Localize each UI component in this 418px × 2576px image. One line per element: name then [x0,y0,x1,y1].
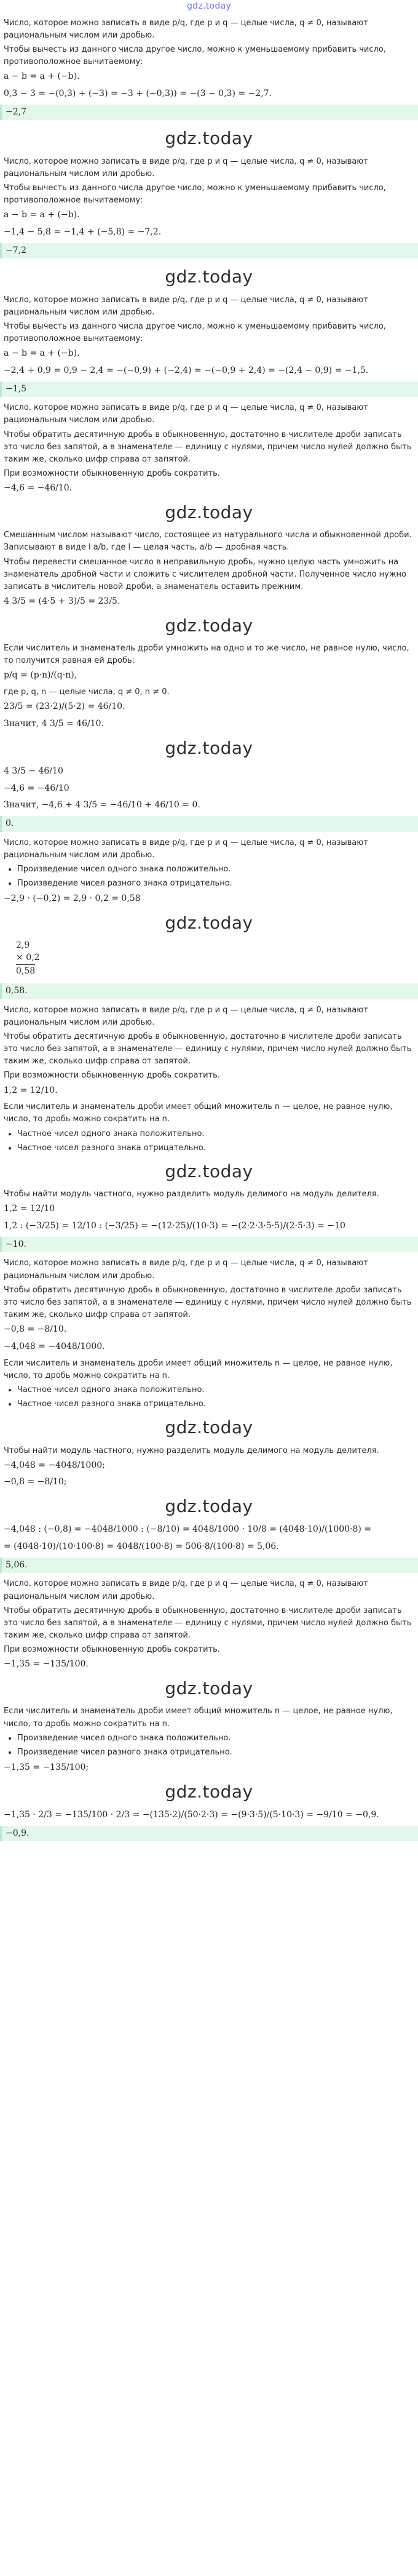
watermark: gdz.today [165,1678,253,1698]
paragraph: Число, которое можно записать в виде p/q, где p и q — целые числа, q ≠ 0, называют рациональным числом или дробью. [4,1258,368,1281]
paragraph: Число, которое можно записать в виде p/q, где p и q — целые числа, q ≠ 0, называют рациональным числом или дробью. [4,838,368,860]
formula: a − b = a + (−b). [4,71,80,82]
paragraph: Смешанным числом называют число, состоящее из натурального числа и обыкновенной дроби. Записывают в виде l a/b, где l — целая часть, a/b — дробная часть. [4,530,412,553]
formula: −4,6 = −46/10. [4,483,73,494]
paragraph: Чтобы вычесть из данного числа другое число, можно к уменьшаемому прибавить число, противоположное вычитаемому: [4,183,386,206]
list-item: • Произведение чисел разного знака отрицательно. [17,878,414,890]
column-result: 0,58 [16,964,35,978]
paragraph: Число, которое можно записать в виде p/q, где p и q — целые числа, q ≠ 0, называют рациональным числом или дробью. [4,18,368,40]
watermark: gdz.today [165,615,253,636]
formula: −2,4 + 0,9 = 0,9 − 2,4 = −(−0,9) + (−2,4) = −(−0,9 + 2,4) = −(2,4 − 0,9) = −1,5. [4,365,369,375]
paragraph: где p, q, n — целые числа, q ≠ 0, n ≠ 0. [4,687,170,697]
formula: Значит, −4,6 + 4 3/5 = −46/10 + 46/10 = 0. [4,800,200,810]
paragraph: Чтобы вычесть из данного числа другое число, можно к уменьшаемому прибавить число, противоположное вычитаемому: [4,44,386,67]
site-logo[interactable]: gdz.today [186,1,232,11]
formula: 4 3/5 − 46/10 [4,766,63,776]
formula: −4,048 = −4048/1000. [4,1341,105,1351]
list-item: • Частное чисел одного знака положительно. [17,1128,414,1140]
formula: −0,8 = −8/10; [4,1477,67,1487]
paragraph: Чтобы обратить десятичную дробь в обыкновенную, достаточно в числителе дроби записать это число без запятой, а в знаменателе — единицу с нулями, причем число нулей должно быть таким же, сколько цифр справа от запятой. [4,430,412,464]
watermark: gdz.today [165,266,253,287]
formula: 4 3/5 = (4·5 + 3)/5 = 23/5. [4,596,120,606]
paragraph: Чтобы обратить десятичную дробь в обыкновенную, достаточно в числителе дроби записать это число без запятой, а в знаменателе — единицу с нулями, причем число нулей должно быть таким же, сколько цифр справа от запятой. [4,1606,412,1641]
watermark: gdz.today [165,1161,253,1182]
formula: = (4048·10)/(10·100·8) = 4048/(100·8) = 506·8/(100·8) = 5,06. [4,1542,279,1552]
formula: 0,3 − 3 = −(0,3) + (−3) = −3 + (−0,3)) = −(3 − 0,3) = −2,7. [4,88,272,98]
solution-block-6 [4,1004,414,1253]
list-item: • Частное чисел разного знака отрицательно. [17,1398,414,1410]
solution-block-2 [4,156,414,259]
paragraph: Число, которое можно записать в виде p/q, где p и q — целые числа, q ≠ 0, называют рациональным числом или дробью. [4,1005,368,1027]
answer-highlight: −10. [0,1237,418,1253]
solution-block-8 [4,1578,414,1841]
answer-highlight: −2,7 [0,105,418,121]
list-item: • Произведение чисел разного знака отрицательно. [17,1746,414,1759]
paragraph: Если числитель и знаменатель дроби имеет общий множитель n — целое, не равное нулю, число, то дробь можно сократить на n. [4,1706,393,1729]
rule-list [4,863,414,890]
formula: −1,35 · 2/3 = −135/100 · 2/3 = −(135·2)/(50·2·3) = −(9·3·5)/(5·10·3) = −9/10 = −0,9. [4,1810,379,1820]
rule-list [4,1732,414,1759]
paragraph: Чтобы найти модуль частного, нужно разделить модуль делимого на модуль делителя. [4,1190,379,1199]
formula: 23/5 = (23·2)/(5·2) = 46/10. [4,702,125,712]
paragraph: Если числитель и знаменатель дроби умножить на одно и то же число, не равное нулю, число, то получится равная ей дробь: [4,644,409,666]
formula: −1,4 − 5,8 = −1,4 + (−5,8) = −7,2. [4,226,162,237]
formula: 1,2 = 12/10 [4,1204,55,1214]
solution-block-4 [4,402,414,831]
formula: p/q = (p·n)/(q·n), [4,670,77,681]
answer-highlight: 5,06. [0,1558,418,1574]
answer-highlight: 0,58. [0,983,418,999]
watermark: gdz.today [165,912,253,933]
list-item: • Произведение чисел одного знака положительно. [17,863,414,876]
list-item: • Частное чисел разного знака отрицательно. [17,1142,414,1154]
paragraph: Число, которое можно записать в виде p/q, где p и q — целые числа, q ≠ 0, называют рациональным числом или дробью. [4,156,368,178]
answer-highlight: −1,5 [0,382,418,398]
formula: −1,35 = −135/100; [4,1762,89,1772]
solution-block-5 [4,837,414,999]
solution-block-3 [4,294,414,398]
paragraph: При возможности обыкновенную дробь сократить. [4,469,220,479]
watermark: gdz.today [165,1496,253,1517]
paragraph: Чтобы вычесть из данного числа другое число, можно к уменьшаемому прибавить число, противоположное вычитаемому: [4,322,386,344]
formula: 1,2 = 12/10. [4,1085,58,1095]
paragraph: Число, которое можно записать в виде p/q, где p и q — целые числа, q ≠ 0, называют рациональным числом или дробью. [4,295,368,317]
column-top: 2,9 [16,940,30,951]
paragraph: При возможности обыкновенную дробь сократить. [4,1071,220,1081]
watermark: gdz.today [165,128,253,149]
formula: −1,35 = −135/100. [4,1659,89,1670]
column-multiplier: × 0,2 [16,952,40,962]
formula: 1,2 : (−3/25) = 12/10 : (−3/25) = −(12·25)/(10·3) = −(2·2·3·5·5)/(2·5·3) = −10 [4,1221,345,1231]
formula: a − b = a + (−b). [4,210,80,220]
watermark: gdz.today [165,737,253,758]
formula: −2,9 · (−0,2) = 2,9 · 0,2 = 0,58 [4,894,141,904]
answer-highlight: −7,2 [0,243,418,259]
formula: −4,6 = −46/10 [4,783,69,793]
watermark: gdz.today [165,502,253,522]
watermark: gdz.today [165,1417,253,1438]
solution-block-1 [4,17,414,121]
formula: −4,048 : (−0,8) = −4048/1000 : (−8/10) = 4048/1000 · 10/8 = (4048·10)/(1000·8) = [4,1524,372,1535]
paragraph: Чтобы найти модуль частного, нужно разделить модуль делимого на модуль делителя. [4,1446,379,1455]
list-item: • Произведение чисел одного знака положительно. [17,1732,414,1745]
paragraph: Число, которое можно записать в виде p/q, где p и q — целые числа, q ≠ 0, называют рациональным числом или дробью. [4,403,368,425]
solution-block-7 [4,1257,414,1573]
formula: −4,048 = −4048/1000; [4,1460,105,1470]
column-multiplication [16,940,414,977]
paragraph: При возможности обыкновенную дробь сократить. [4,1645,220,1655]
formula: −0,8 = −8/10. [4,1324,67,1335]
paragraph: Чтобы обратить десятичную дробь в обыкновенную, достаточно в числителе дроби записать это число без запятой, а в знаменателе — единицу с нулями, причем число нулей должно быть таким же, сколько цифр справа от запятой. [4,1285,412,1320]
answer-highlight: −0,9. [0,1826,418,1842]
column-operand: 0,2 [26,952,40,962]
answer-highlight: 0. [0,816,418,832]
list-item: • Частное чисел одного знака положительно. [17,1384,414,1396]
formula: Значит, 4 3/5 = 46/10. [4,718,104,729]
watermark: gdz.today [165,1781,253,1802]
paragraph: Чтобы обратить десятичную дробь в обыкновенную, достаточно в числителе дроби записать это число без запятой, а в знаменателе — единицу с нулями, причем число нулей должно быть таким же, сколько цифр справа от запятой. [4,1032,412,1066]
formula: a − b = a + (−b). [4,348,80,359]
rule-list [4,1128,414,1154]
paragraph: Число, которое можно записать в виде p/q, где p и q — целые числа, q ≠ 0, называют рациональным числом или дробью. [4,1579,368,1601]
paragraph: Если числитель и знаменатель дроби имеет общий множитель n — целое, не равное нулю, число, то дробь можно сократить на n. [4,1102,393,1124]
paragraph: Чтобы перевести смешанное число в неправильную дробь, нужно целую часть умножить на знаменатель дробной части и сложить с числителем дробной части. Полученное число нужно записать в числитель новой дроби, а знаменатель оставить прежним. [4,557,407,591]
rule-list [4,1384,414,1410]
paragraph: Если числитель и знаменатель дроби имеет общий множитель n — целое, не равное нулю, число, то дробь можно сократить на n. [4,1358,393,1380]
